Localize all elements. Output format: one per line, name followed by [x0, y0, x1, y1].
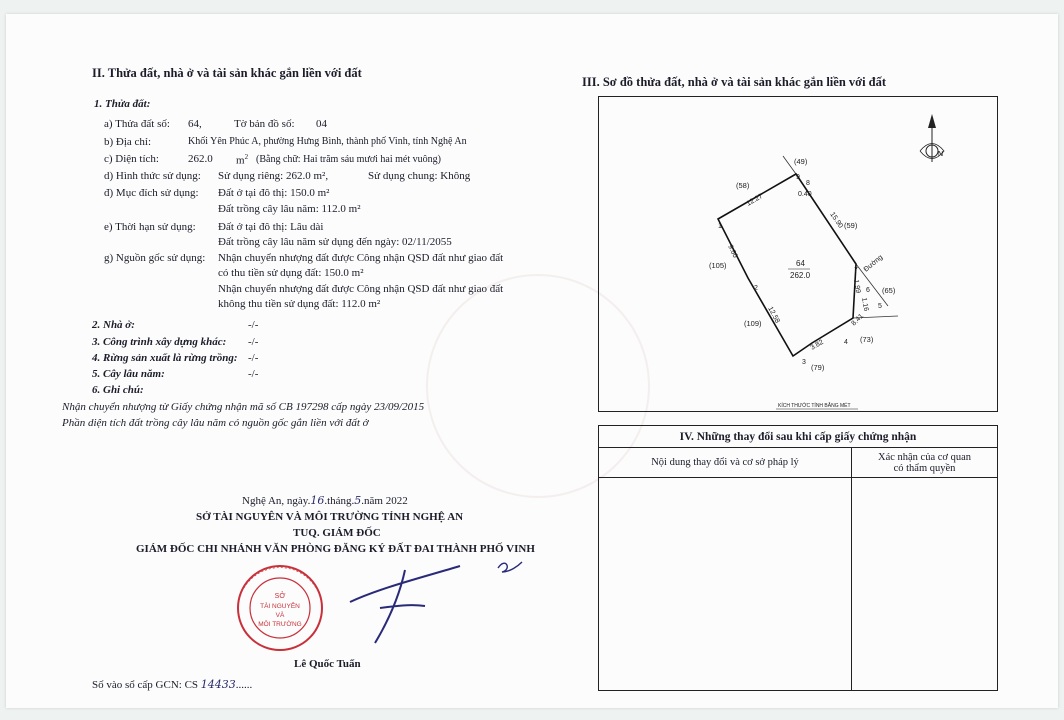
house-label: 2. Nhà ở:	[92, 319, 135, 331]
point-5: 5	[878, 303, 882, 310]
official-seal-and-signature	[230, 548, 530, 658]
certificate-page	[6, 14, 1058, 708]
map-sheet-label: Tờ bản đồ số:	[234, 118, 295, 130]
registry-label: Số vào sổ cấp GCN: CS	[92, 679, 199, 691]
date-month: 5	[354, 494, 362, 507]
origin-line1: Nhận chuyển nhượng đất được Công nhận QSD đất như giao đất	[218, 252, 504, 264]
edge-9-8: 0.40	[798, 191, 812, 198]
north-label: N	[938, 151, 944, 158]
svg-text:TÀI NGUYÊN: TÀI NGUYÊN	[260, 603, 300, 610]
place-date: Nghệ An, ngày.16.tháng.5.năm 2022	[242, 494, 408, 507]
scale-note: KÍCH THƯỚC TÍNH BẰNG MÉT	[778, 403, 851, 409]
origin-label: g) Nguồn gốc sử dụng:	[104, 252, 206, 264]
parcel-number: 64	[796, 259, 805, 268]
initials-mark	[498, 562, 522, 572]
edge-6-5: 1.16	[860, 297, 870, 312]
neighbor-49: (49)	[794, 157, 808, 166]
edge-3-4: 3.82	[809, 338, 825, 352]
use-form-value: Sử dụng riêng: 262.0 m²,	[218, 170, 329, 182]
origin-line3: Nhận chuyển nhượng đất được Công nhận QSD đất như giao đất	[218, 283, 504, 295]
parcel-area: 262.0	[790, 271, 811, 280]
official-seal	[238, 566, 322, 650]
common-use-value: Sử dụng chung: Không	[368, 170, 471, 182]
signer-name: Lê Quốc Tuấn	[294, 658, 361, 670]
section3-title: III. Sơ đồ thửa đất, nhà ở và tài sản khác gắn liền với đất	[582, 75, 887, 89]
authority-header-line1: Xác nhận của cơ quan	[877, 451, 971, 463]
neighbor-65: (65)	[882, 286, 896, 295]
land-heading: 1. Thửa đất:	[94, 98, 151, 110]
address-label: b) Địa chỉ:	[104, 136, 152, 148]
purpose-label: đ) Mục đích sử dụng:	[104, 187, 199, 199]
area-value: 262.0	[188, 153, 213, 165]
point-7: 7	[854, 267, 858, 274]
authority-header-line2: có thẩm quyền	[893, 462, 956, 474]
construction-label: 3. Công trình xây dựng khác:	[92, 336, 227, 348]
section2-title: II. Thửa đất, nhà ở và tài sản khác gắn liền với đất	[92, 66, 362, 80]
point-8: 8	[806, 180, 810, 187]
note-line2: Phần diện tích đất trồng cây lâu năm có nguồn gốc gắn liền với đất ở	[62, 417, 369, 429]
point-3: 3	[802, 359, 806, 366]
tuq-title: TUQ. GIÁM ĐỐC	[293, 527, 381, 539]
section4-title: IV. Những thay đổi sau khi cấp giấy chứng nhận	[599, 426, 998, 448]
road-label: Đường	[862, 253, 885, 274]
address-value: Khối Yên Phúc A, phường Hưng Bình, thành phố Vinh, tỉnh Nghệ An	[188, 136, 467, 147]
signer-title: GIÁM ĐỐC CHI NHÁNH VĂN PHÒNG ĐĂNG KÝ ĐẤT ĐAI THÀNH PHỐ VINH	[136, 543, 535, 555]
edge-8-7: 15.90	[828, 211, 844, 230]
registry-line: Số vào sổ cấp GCN: CS 14433......	[92, 678, 253, 691]
svg-text:SỞ: SỞ	[274, 593, 286, 600]
issuing-org: SỞ TÀI NGUYÊN VÀ MÔI TRƯỜNG TỈNH NGHỆ AN	[196, 511, 464, 523]
neighbor-105: (105)	[709, 261, 727, 270]
parcel-diagram	[598, 96, 998, 412]
perennial-value: -/-	[248, 368, 259, 380]
edge-7-6: 1.99	[852, 279, 862, 294]
neighbor-59: (59)	[844, 221, 858, 230]
purpose-urban: Đất ở tại đô thị: 150.0 m²	[218, 187, 330, 199]
parcel-number-label: a) Thửa đất số:	[104, 118, 170, 130]
registry-number: 14433	[200, 678, 236, 691]
perennial-label: 5. Cây lâu năm:	[92, 368, 165, 380]
notes-label: 6. Ghi chú:	[92, 384, 144, 396]
origin-line4: không thu tiền sử dụng đất: 112.0 m²	[218, 298, 381, 310]
edge-1-9: 12.27	[745, 192, 765, 208]
construction-value: -/-	[248, 336, 259, 348]
origin-line2: có thu tiền sử dụng đất: 150.0 m²	[218, 267, 364, 279]
point-2: 2	[754, 285, 758, 292]
area-text: (Bằng chữ: Hai trăm sáu mươi hai mét vuông)	[256, 154, 441, 165]
forest-label: 4. Rừng sản xuất là rừng trồng:	[92, 352, 238, 364]
house-value: -/-	[248, 319, 259, 331]
point-1: 1	[718, 223, 722, 230]
authority-cell	[852, 478, 998, 691]
neighbor-73: (73)	[860, 335, 874, 344]
changes-table	[598, 425, 998, 691]
point-9: 9	[796, 174, 800, 181]
term-label: e) Thời hạn sử dụng:	[104, 221, 196, 233]
north-arrow	[920, 114, 944, 162]
parcel-number-value: 64,	[188, 118, 202, 130]
use-form-label: d) Hình thức sử dụng:	[104, 170, 201, 182]
area-unit: $m^2$	[236, 153, 249, 167]
svg-text:VÀ: VÀ	[275, 612, 285, 619]
term-perennial: Đất trồng cây lâu năm sử dụng đến ngày: 02/11/2055	[218, 236, 452, 248]
date-day: 16	[310, 494, 325, 507]
diagram-frame	[599, 97, 998, 412]
point-6: 6	[866, 287, 870, 294]
purpose-perennial: Đất trồng cây lâu năm: 112.0 m²	[218, 203, 361, 215]
forest-value: -/-	[248, 352, 259, 364]
edge-1-2: 9.60	[726, 243, 739, 260]
authority-header	[852, 448, 998, 478]
parcel-boundary	[718, 174, 856, 356]
change-content-header: Nội dung thay đổi và cơ sở pháp lý	[599, 448, 852, 478]
edge-4-5: 8.41	[850, 312, 866, 328]
neighbor-79: (79)	[811, 363, 825, 372]
term-urban: Đất ở tại đô thị: Lâu dài	[218, 221, 324, 233]
neighbor-109: (109)	[744, 319, 762, 328]
date-month-word: tháng	[327, 495, 352, 507]
place-date-prefix: Nghệ An, ngày	[242, 495, 308, 507]
change-content-cell	[599, 478, 852, 691]
note-line1: Nhận chuyển nhượng từ Giấy chứng nhận mã số CB 197298 cấp ngày 23/09/2015	[62, 401, 425, 413]
map-sheet-value: 04	[316, 118, 327, 130]
area-label: c) Diện tích:	[104, 153, 159, 165]
neighbor-58: (58)	[736, 181, 750, 190]
svg-text:MÔI TRƯỜNG: MÔI TRƯỜNG	[258, 621, 302, 628]
handwritten-signature	[350, 566, 460, 643]
date-year: năm 2022	[364, 495, 408, 507]
point-4: 4	[844, 339, 848, 346]
edge-2-3: 12.58	[766, 305, 781, 325]
